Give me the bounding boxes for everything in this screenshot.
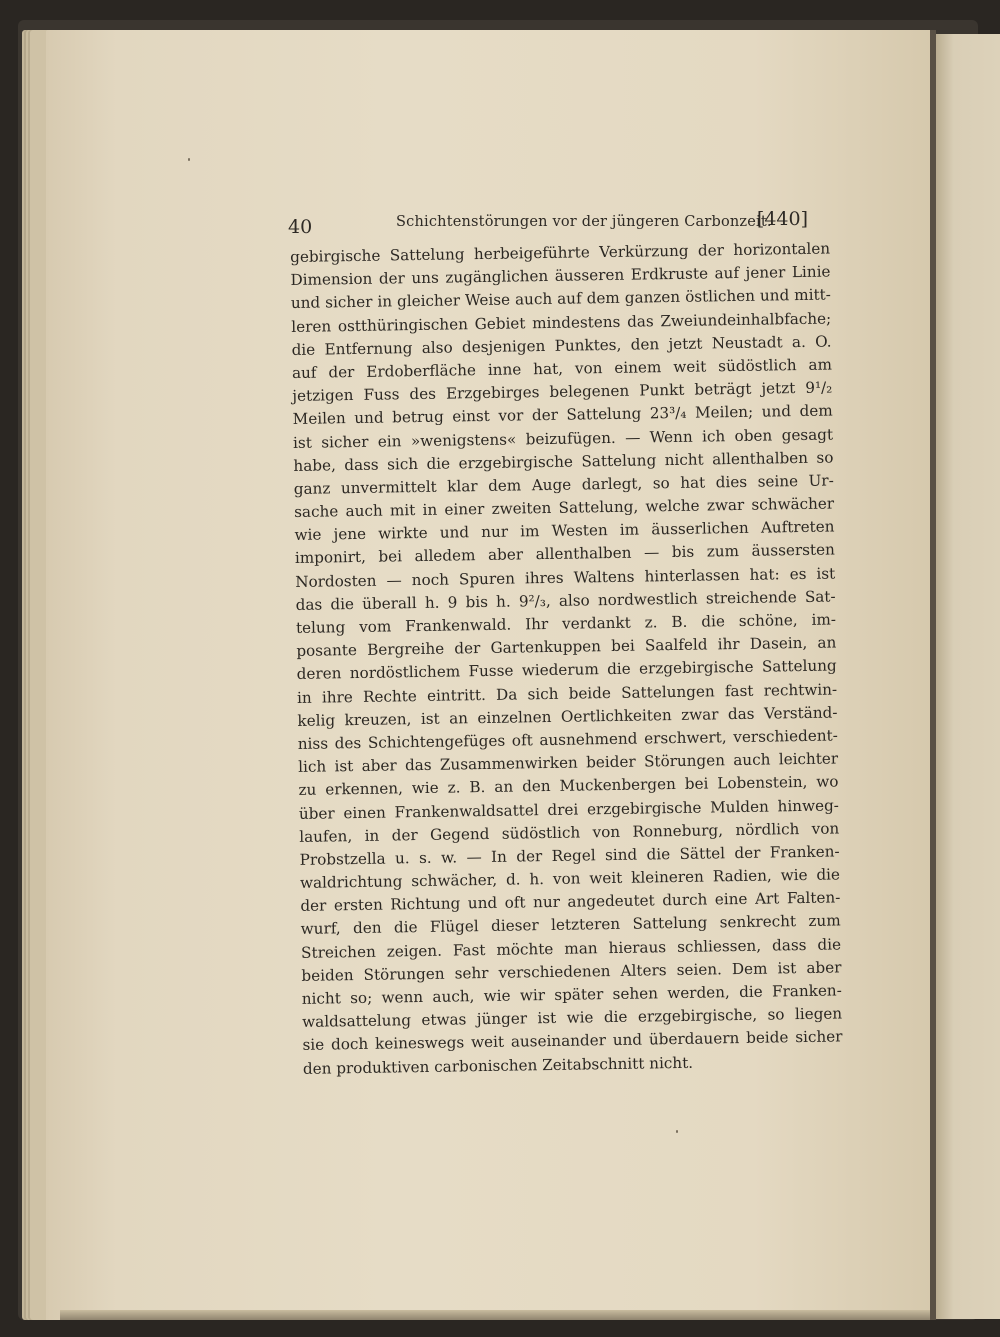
book-gutter	[930, 30, 936, 1320]
text-line: wurf, den die Flügel dieser letzteren Sattelung senkrecht zum	[300, 911, 841, 939]
page-bottom-edge	[60, 1310, 930, 1320]
page-number: 40	[288, 216, 313, 238]
text-line: das die überall h. 9 bis h. 9²/₃, also nordwestlich streichende Sat-	[295, 587, 836, 614]
text-line: Nordosten — noch Spuren ihres Waltens hinterlassen hat: es ist	[295, 564, 836, 591]
text-line: auf der Erdoberfläche inne hat, von einem weit südöstlich am	[291, 355, 833, 382]
text-line: in ihre Rechte eintritt. Da sich beide Sattelungen fast rechtwin-	[296, 680, 838, 707]
running-title: Schichtenstörungen vor der jüngeren Carbonzeit.	[396, 214, 772, 230]
text-line: die Entfernung also desjenigen Punktes, den jetzt Neustadt a. O.	[291, 332, 832, 359]
text-line: Dimension der uns zugänglichen äusseren Erdkruste auf jener Linie	[290, 262, 831, 290]
body-text	[290, 238, 843, 1081]
text-line: gebirgische Sattelung herbeigeführte Verkürzung der horizontalen	[290, 239, 831, 266]
text-line: lich ist aber das Zusammenwirken beider Störungen auch leichter	[298, 749, 839, 777]
text-line: der ersten Richtung und oft nur angedeutet durch eine Art Falten-	[300, 888, 841, 916]
text-line: und sicher in gleicher Weise auch auf dem ganzen östlichen und mitt-	[290, 285, 831, 313]
text-line: deren nordöstlichem Fusse wiederum die erzgebirgische Sattelung	[296, 656, 837, 684]
running-head	[288, 206, 808, 236]
text-line: niss des Schichtengefüges oft ausnehmend erschwert, verschiedent-	[297, 726, 838, 753]
text-line: leren ostthüringischen Gebiet mindestens das Zweiundeinhalbfache;	[291, 309, 832, 336]
text-line: über einen Frankenwaldsattel drei erzgebirgische Mulden hinweg-	[298, 795, 839, 823]
original-page-number: [440]	[756, 208, 808, 230]
text-line: ganz unvermittelt klar dem Auge darlegt, so hat dies seine Ur-	[293, 471, 834, 498]
text-line: sie doch keineswegs weit auseinander und überdauern beide sicher	[302, 1027, 843, 1055]
text-line: sache auch mit in einer zweiten Sattelung, welche zwar schwächer	[294, 494, 835, 522]
text-line: nicht so; wenn auch, wie wir später sehen werden, die Franken-	[301, 981, 842, 1008]
paper-speck	[676, 1130, 678, 1133]
paper-speck	[188, 158, 190, 161]
text-line: beiden Störungen sehr verschiedenen Alters seien. Dem ist aber	[301, 958, 842, 985]
text-line: ist sicher ein »wenigstens« beizufügen. — Wenn ich oben gesagt	[292, 424, 834, 452]
text-line: Streichen zeigen. Fast möchte man hieraus schliessen, dass die	[300, 935, 842, 962]
text-line: kelig kreuzen, ist an einzelnen Oertlichkeiten zwar das Verständ-	[297, 703, 838, 730]
text-line: telung vom Frankenwald. Ihr verdankt z. B. die schöne, im-	[295, 610, 837, 637]
text-line: zu erkennen, wie z. B. an den Muckenbergen bei Lobenstein, wo	[298, 772, 839, 800]
text-line: Meilen und betrug einst vor der Sattelung 23³/₄ Meilen; und dem	[292, 401, 833, 429]
text-line: jetzigen Fuss des Erzgebirges belegenen Punkt beträgt jetzt 9¹/₂	[292, 378, 833, 406]
text-line: den produktiven carbonischen Zeitabschnitt nicht.	[302, 1053, 694, 1078]
next-page-edge	[934, 34, 1000, 1319]
text-line: imponirt, bei alledem aber allenthalben — bis zum äussersten	[294, 540, 835, 568]
text-line: Probstzella u. s. w. — In der Regel sind die Sättel der Franken-	[299, 842, 840, 869]
text-line: laufen, in der Gegend südöstlich von Ronneburg, nördlich von	[299, 819, 840, 846]
text-line: wie jene wirkte und nur im Westen im äusserlichen Auftreten	[294, 517, 835, 545]
text-line: waldsattelung etwas jünger ist wie die erzgebirgische, so liegen	[302, 1004, 843, 1032]
text-line: habe, dass sich die erzgebirgische Sattelung nicht allenthalben so	[293, 448, 834, 475]
text-line: posante Bergreihe der Gartenkuppen bei Saalfeld ihr Dasein, an	[296, 633, 837, 661]
text-line: waldrichtung schwächer, d. h. von weit kleineren Radien, wie die	[299, 865, 841, 892]
